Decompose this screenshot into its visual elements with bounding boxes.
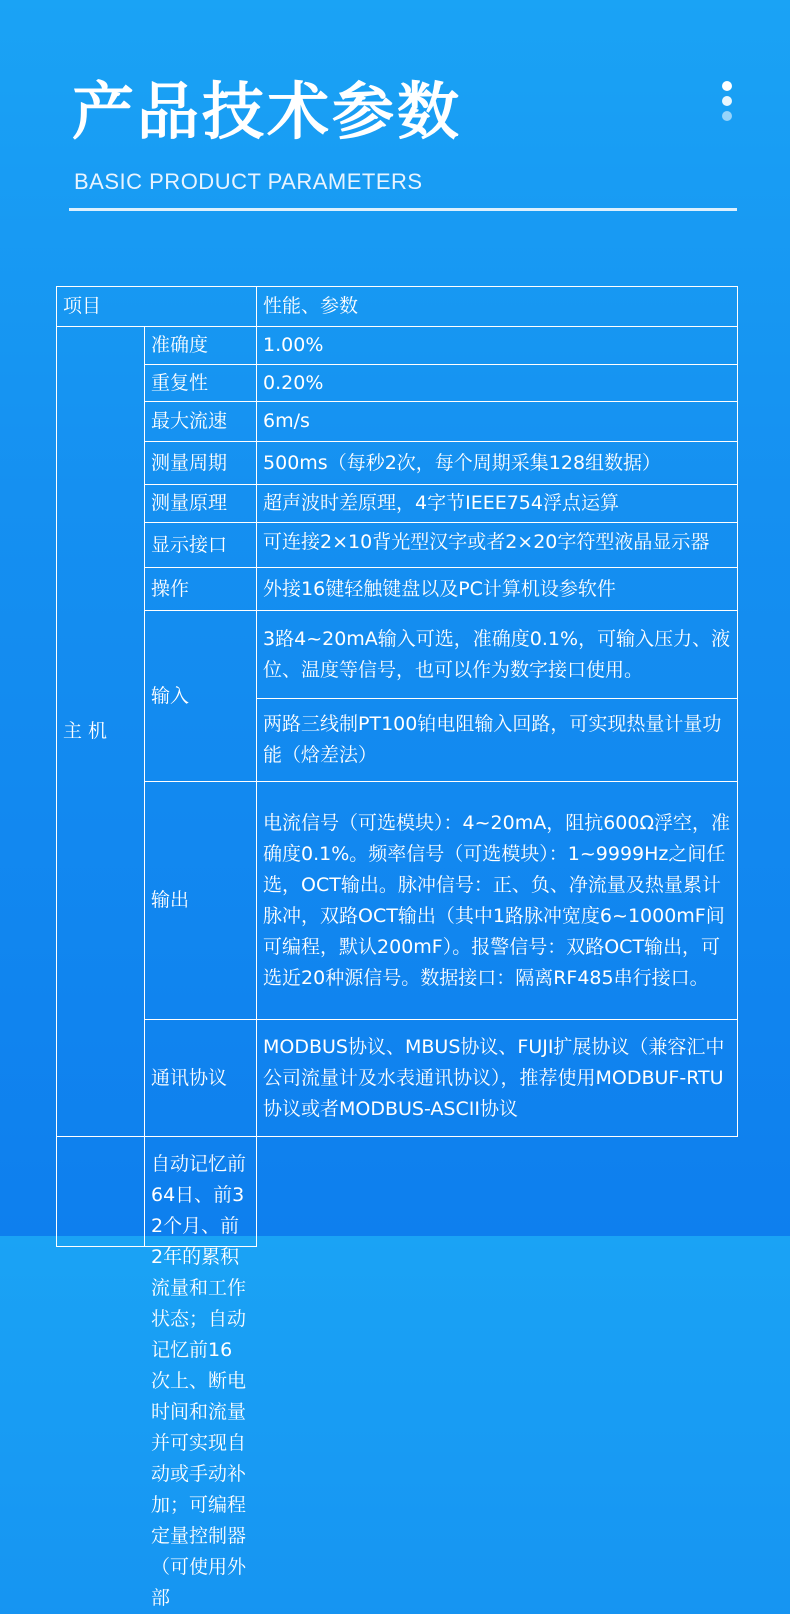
row-value: 1.00% [257, 327, 738, 365]
page-subtitle: BASIC PRODUCT PARAMETERS [74, 169, 423, 194]
row-value: 自动记忆前64日、前32个月、前2年的累积流量和工作状态；自动记忆前16次上、断电时间和流量并可实现自动或手动补加；可编程定量控制器（可使用外部 [151, 1153, 247, 1609]
row-value: 500ms（每秒2次，每个周期采集128组数据） [257, 442, 738, 485]
table-row [57, 442, 738, 485]
table-row [57, 365, 738, 402]
row-value: 可连接2×10背光型汉字或者2×20字符型液晶显示器 [263, 531, 710, 553]
row-label: 显示接口 [145, 523, 257, 568]
spec-table [56, 286, 738, 1609]
page-title: 产品技术参数 [72, 75, 463, 148]
row-label: 重复性 [145, 365, 257, 402]
table-row [57, 327, 738, 365]
row-value: MODBUS协议、MBUS协议、FUJI扩展协议（兼容汇中公司流量计及水表通讯协议），推荐使用MODBUF-RTU协议或者MODBUS-ASCII协议 [257, 1020, 738, 1137]
row-value: 两路三线制PT100铂电阻输入回路，可实现热量计量功能（焓差法） [257, 699, 738, 782]
table-row [57, 1020, 738, 1137]
row-label: 通讯协议 [145, 1020, 257, 1137]
header-params: 性能、参数 [257, 287, 738, 327]
table-row [57, 782, 738, 1020]
row-label: 测量周期 [145, 442, 257, 485]
row-label: 准确度 [145, 327, 257, 365]
row-value: 电流信号（可选模块）：4~20mA，阻抗600Ω浮空，准确度0.1%。频率信号（可选模块）：1~9999Hz之间任选，OCT输出。脉冲信号：正、负、净流量及热量累计脉冲，双路OCT输出（其中1路脉冲宽度6~1000mF间可编程，默认200mF）。报警信号：双路OCT输出，可选近20种源信号。数据接口：隔离RF485串行接口。 [257, 782, 738, 1020]
header-item: 项目 [57, 287, 257, 327]
table-row [57, 568, 738, 611]
group-label: 主 机 [57, 327, 145, 1137]
table-row [57, 523, 738, 568]
table-row [57, 1137, 738, 1247]
row-value: 外接16键轻触键盘以及PC计算机设参软件 [257, 568, 738, 611]
row-label: 最大流速 [145, 402, 257, 442]
table-header-row [57, 287, 738, 327]
row-value: 6m/s [257, 402, 738, 442]
row-label: 操作 [145, 568, 257, 611]
row-label: 测量原理 [145, 485, 257, 523]
row-value: 3路4~20mA输入可选，准确度0.1%，可输入压力、液位、温度等信号，也可以作为数字接口使用。 [257, 611, 738, 699]
row-value: 超声波时差原理，4字节IEEE754浮点运算 [257, 485, 738, 523]
row-label: 输出 [145, 782, 257, 1020]
row-label [57, 1137, 145, 1247]
row-label: 输入 [145, 611, 257, 782]
row-value: 0.20% [257, 365, 738, 402]
table-row [57, 485, 738, 523]
title-divider [69, 208, 737, 211]
more-icon[interactable] [721, 81, 733, 123]
table-row [57, 611, 738, 699]
table-row [57, 402, 738, 442]
